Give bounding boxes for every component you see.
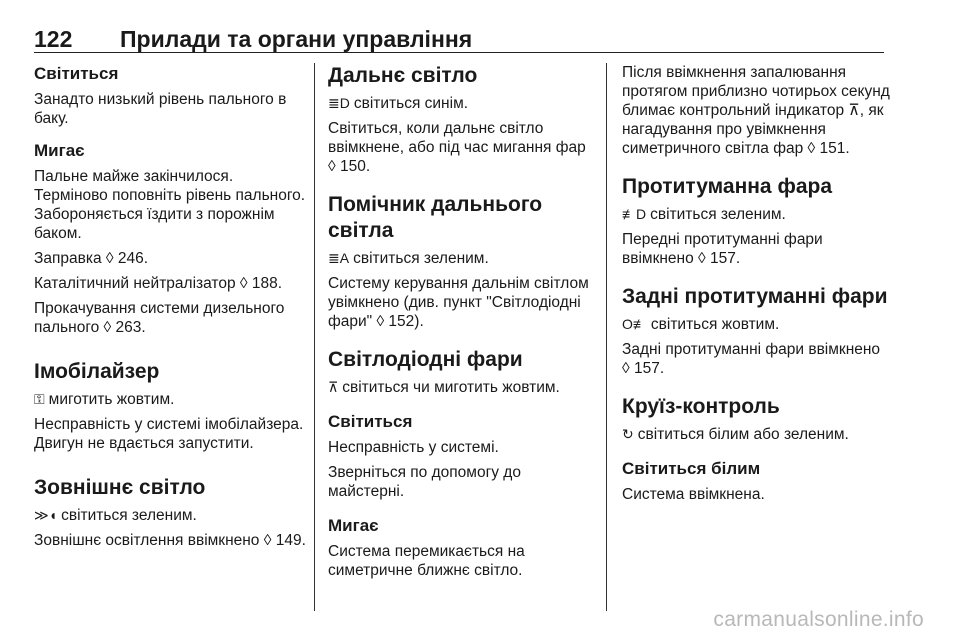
indicator-text: світиться чи миготить жовтим. [342,379,560,396]
indicator-text: миготить жовтим. [48,391,175,408]
page-header [34,26,884,53]
column-3 [622,63,890,510]
rear-fog-light-icon: O≢ [622,316,647,332]
section-heading-cruise-control: Круїз-контроль [622,395,780,418]
indicator-line [328,249,596,268]
paragraph: Пальне майже закінчилося. Терміново поповніть рівень пального. Забороняється їздити з порожнім баком. [34,168,306,242]
section-heading-immobiliser: Імобілайзер [34,360,160,383]
page-title: Прилади та органи управління [120,26,473,52]
paragraph: Задні протитуманні фари ввімкнено ◊ 157. [622,341,881,377]
page-number: 122 [34,26,73,52]
section-heading-rear-fog-light: Задні протитуманні фари [622,285,888,308]
paragraph: Світиться, коли дальнє світло ввімкнене, або під час мигання фар ◊ 150. [328,120,586,175]
section-heading-fog-light: Протитуманна фара [622,175,833,198]
indicator-text: світиться синім. [353,95,469,112]
section-heading-lights-on: Світиться [328,412,413,431]
high-beam-icon: ≣D [328,95,350,111]
paragraph-ref-fuel-priming: Прокачування системи дизельного пального ◊ 263. [34,300,285,336]
paragraph: Система ввімкнена. [622,486,765,503]
section-heading-lights-white: Світиться білим [622,459,761,478]
paragraph: Систему керування дальнім світлом увімкнено (див. пункт "Світлодіодні фари" ◊ 152). [328,275,589,330]
paragraph-ref-refuel: Заправка ◊ 246. [34,250,149,267]
section-heading-exterior-light: Зовнішнє світло [34,476,206,499]
section-heading-high-beam: Дальнє світло [328,64,478,87]
section-heading-flashing: Мигає [34,141,85,160]
paragraph: Несправність у системі імобілайзера. Двигун не вдається запустити. [34,416,304,452]
cruise-control-icon: ↻ [622,426,634,442]
indicator-line [328,378,596,397]
indicator-line [622,315,890,334]
column-divider-2 [606,63,607,611]
indicator-line [34,506,306,525]
indicator-line [34,390,306,409]
indicator-line [622,425,890,444]
column-2 [328,63,596,586]
column-1 [34,63,306,556]
indicator-text: світиться зеленим. [353,250,489,267]
exterior-light-icon: ≫◖ [34,507,58,523]
column-divider-1 [314,63,315,611]
paragraph-ref-catalyst: Каталітичний нейтралізатор ◊ 188. [34,275,283,292]
paragraph: Після ввімкнення запалювання протягом приблизно чотирьох секунд блимає контрольний індикатор ⊼, як нагадування про увімкнення симетричного світла фар ◊ 151. [622,64,890,157]
indicator-text: світиться зеленим. [650,206,786,223]
paragraph: Зовнішнє освітлення ввімкнено ◊ 149. [34,532,306,549]
paragraph: Несправність у системі. [328,439,499,456]
paragraph: Занадто низький рівень пального в баку. [34,91,287,127]
paragraph: Система перемикається на симетричне ближнє світло. [328,543,525,579]
indicator-line [622,205,890,224]
fog-light-icon: ≢D [622,206,647,222]
indicator-text: світиться білим або зеленим. [637,426,849,443]
paragraph: Зверніться по допомогу до майстерні. [328,464,521,500]
indicator-line [328,94,596,113]
section-heading-high-beam-assist: Помічник дальнього світла [328,193,543,242]
indicator-text: світиться зеленим. [61,507,197,524]
section-heading-led-headlights: Світлодіодні фари [328,348,523,371]
led-headlight-icon: ⊼ [328,379,339,395]
section-heading-lights-on: Світиться [34,64,119,83]
watermark-text: carmanualsonline.info [713,608,924,631]
paragraph: Передні протитуманні фари ввімкнено ◊ 157. [622,231,823,267]
indicator-text: світиться жовтим. [650,316,780,333]
immobiliser-icon: ⚿ [34,391,45,407]
high-beam-assist-icon: ≣A [328,250,350,266]
section-heading-flashing: Мигає [328,516,379,535]
